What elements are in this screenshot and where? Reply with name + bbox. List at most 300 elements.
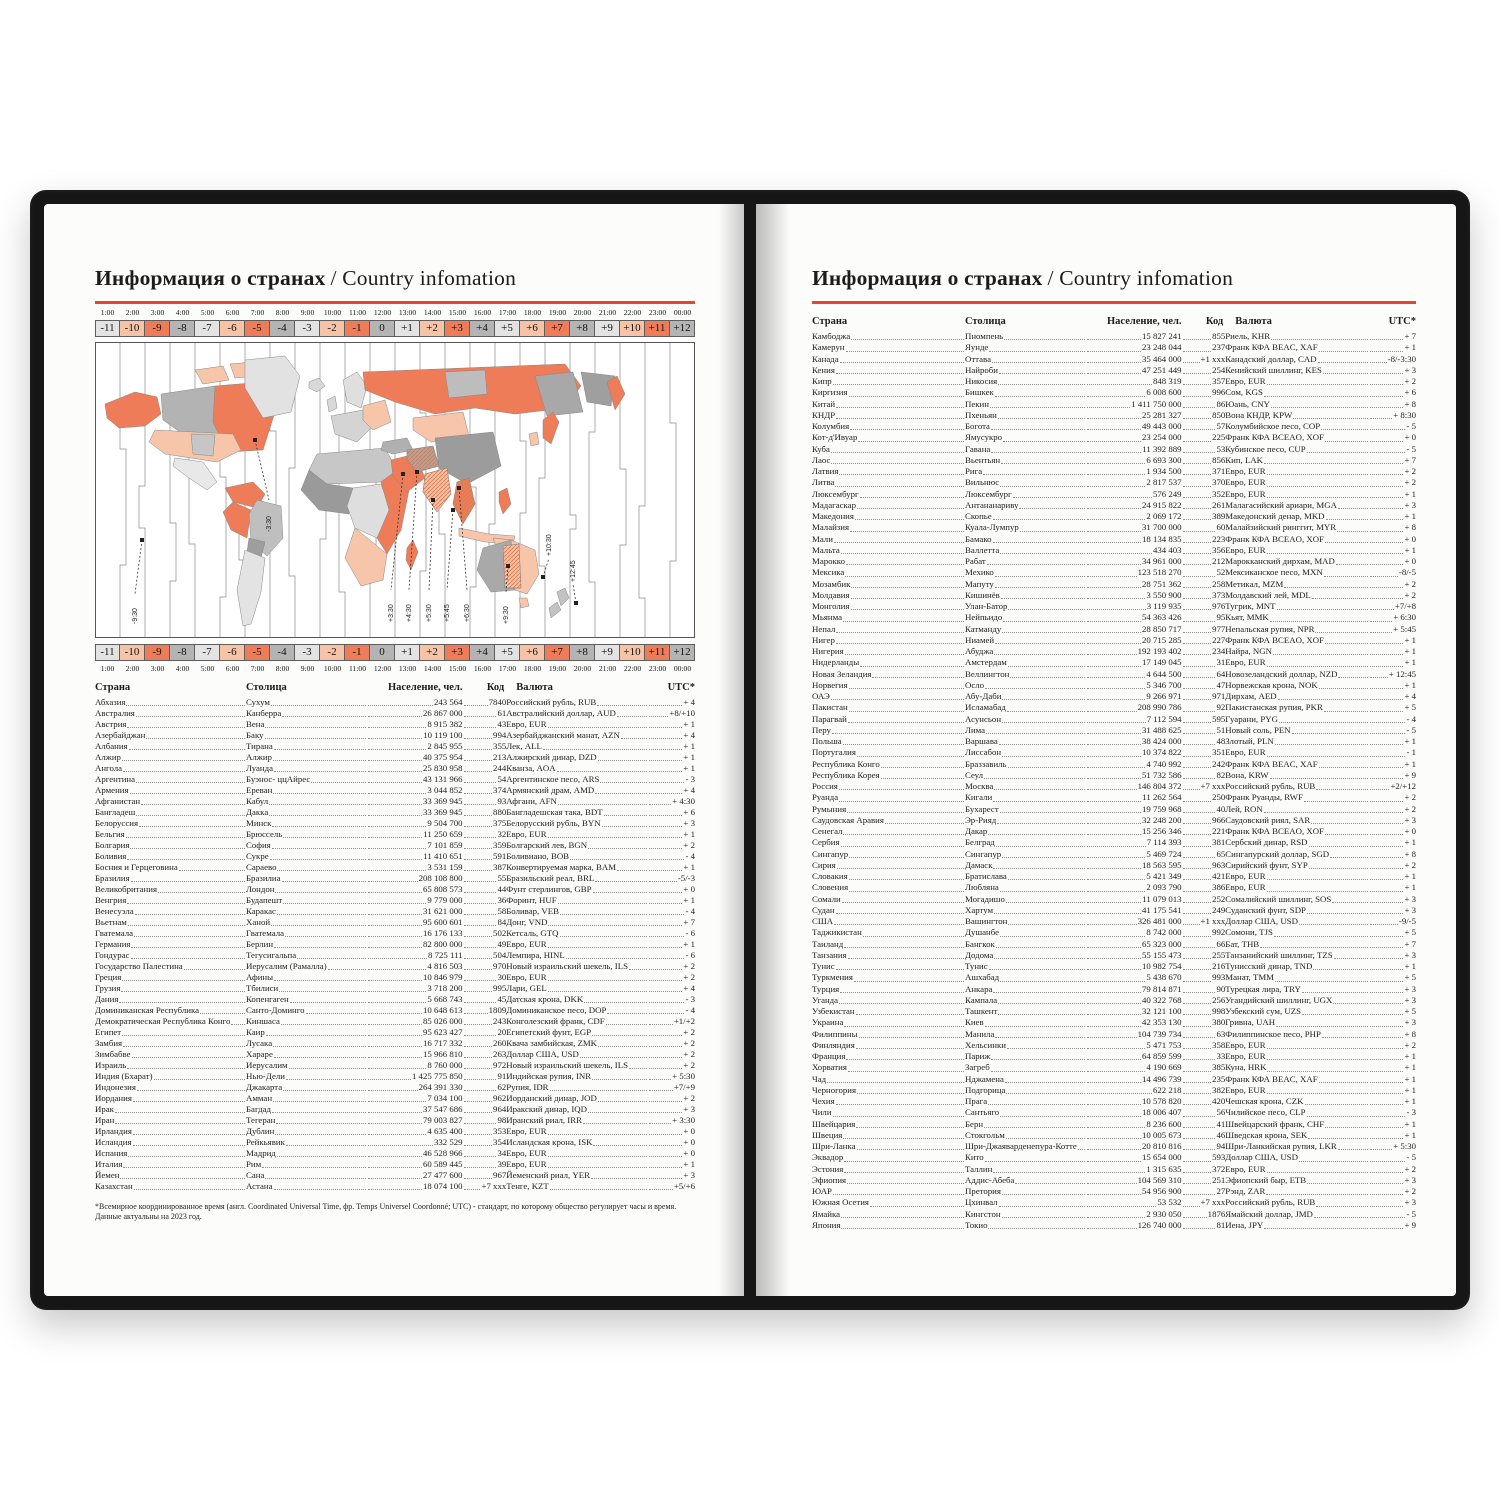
currency-value: Российский рубль, RUB [506, 697, 648, 708]
dot-leader [1087, 702, 1136, 711]
population-value: 1 411 750 000 [1086, 399, 1181, 410]
population-value: 18 006 407 [1086, 1107, 1181, 1118]
population-value: 49 443 000 [1086, 421, 1181, 432]
dot-leader [649, 807, 682, 816]
dot-leader [1183, 1220, 1216, 1229]
utc-offset-cell: +4 [470, 320, 495, 337]
dot-leader [1370, 590, 1403, 599]
dot-leader [368, 1071, 411, 1080]
dot-leader [1007, 702, 1085, 711]
dot-leader [272, 1104, 366, 1113]
dot-leader [1299, 1152, 1368, 1161]
utc-offset-value: + 2 [1369, 466, 1416, 477]
dot-leader [836, 1096, 964, 1105]
dot-leader [1087, 882, 1145, 891]
dot-leader [266, 1027, 366, 1036]
dot-leader [1267, 545, 1369, 554]
population-value: 47 251 449 [1086, 365, 1181, 376]
dot-leader [464, 730, 493, 739]
dot-leader [123, 1159, 245, 1168]
dot-leader [649, 719, 682, 728]
dot-leader [274, 939, 366, 948]
dot-leader [548, 719, 648, 728]
dot-leader [850, 522, 964, 531]
utc-offset-cell: -11 [95, 320, 120, 337]
phone-code-value: 964 [463, 1104, 507, 1115]
currency-value: Евро, EUR [1225, 489, 1369, 500]
population-value: 4 816 503 [367, 961, 462, 972]
utc-offset-value: + 7 [648, 917, 695, 928]
table-row [95, 1126, 695, 1137]
dot-leader [566, 950, 648, 959]
phone-code-value: 20 [463, 1027, 507, 1038]
table-row [812, 725, 1416, 736]
time-label: 10:00 [323, 664, 342, 673]
utc-offset-value: + 5 [1369, 1006, 1416, 1017]
dot-leader [827, 1074, 964, 1083]
country-name: Словения [812, 882, 965, 893]
utc-offset-cell: +12 [670, 644, 695, 661]
dot-leader [1370, 601, 1394, 610]
dot-leader [592, 1071, 647, 1080]
currency-value: Доллар США, USD [506, 1049, 648, 1060]
dot-leader [989, 961, 1086, 970]
population-value: 25 281 327 [1086, 410, 1181, 421]
dot-leader [849, 871, 964, 880]
currency-value: Донг, VND [506, 917, 648, 928]
dot-leader [126, 697, 245, 706]
dot-leader [131, 939, 245, 948]
col-utc: UTC* [667, 682, 695, 693]
dot-leader [464, 1060, 493, 1069]
currency-value: Чешская крона, CZK [1225, 1096, 1369, 1107]
currency-value: Азербайджанский манат, AZN [506, 730, 648, 741]
dot-leader [136, 708, 245, 717]
dot-leader [649, 1093, 682, 1102]
dot-leader [121, 983, 245, 992]
capital-name: Брюссель [246, 829, 367, 840]
dot-leader [154, 1071, 245, 1080]
phone-code-value: 61 [463, 708, 507, 719]
country-name: Япония [812, 1220, 965, 1231]
map-callout-dot [574, 601, 578, 605]
country-name: Македония [812, 511, 965, 522]
dot-leader [1183, 1197, 1200, 1206]
dot-leader [1183, 612, 1216, 621]
phone-code-value: 58 [463, 906, 507, 917]
time-label: 15:00 [448, 308, 467, 317]
dot-leader [1183, 522, 1216, 531]
dot-leader [1006, 894, 1085, 903]
capital-name: Варшава [965, 736, 1086, 747]
table-row [95, 697, 695, 708]
dot-leader [849, 882, 964, 891]
country-name: Австрия [95, 719, 246, 730]
dot-leader [464, 862, 493, 871]
dot-leader [1264, 1220, 1368, 1229]
dot-leader [1370, 1209, 1405, 1218]
dot-leader [1087, 1006, 1141, 1015]
country-name: Колумбия [812, 421, 965, 432]
utc-offset-value: + 3 [1369, 984, 1416, 995]
utc-offset-cell: -1 [345, 320, 370, 337]
dot-leader [130, 840, 245, 849]
phone-code-value: 249 [1182, 905, 1226, 916]
country-name: Бразилия [95, 873, 246, 884]
time-label: 4:00 [175, 664, 190, 673]
currency-value: Македонский денар, MKD [1225, 511, 1369, 522]
dot-leader [1183, 882, 1212, 891]
dot-leader [1008, 759, 1086, 768]
country-name: Босния и Герцеговина [95, 862, 246, 873]
col-code: Код [486, 682, 505, 693]
utc-offset-cell: +7 [545, 320, 570, 337]
dot-leader [843, 612, 964, 621]
currency-value: Франк КФА BCEAO, XOF [1225, 826, 1369, 837]
phone-code-value: +7 xxx [1182, 781, 1226, 792]
dot-leader [849, 387, 964, 396]
dot-leader [464, 1148, 497, 1157]
currency-value: Конголезский франк, CDF [506, 1016, 648, 1027]
dot-leader [649, 1159, 682, 1168]
dot-leader [464, 719, 497, 728]
phone-code-value: 82 [1182, 770, 1226, 781]
population-value: 27 477 600 [367, 1170, 462, 1181]
dot-leader [1302, 1006, 1368, 1015]
dot-leader [1309, 860, 1369, 869]
dot-leader [1087, 387, 1145, 396]
capital-name: Минск [246, 818, 367, 829]
dot-leader [1183, 927, 1212, 936]
currency-value: Евро, EUR [1225, 871, 1369, 882]
population-value: 31 488 625 [1086, 725, 1181, 736]
dot-leader [831, 444, 964, 453]
dot-leader [1008, 601, 1085, 610]
dot-leader [855, 511, 964, 520]
dot-leader [1370, 871, 1403, 880]
country-name: Кипр [812, 376, 965, 387]
time-label: 11:00 [348, 308, 366, 317]
dot-leader [860, 657, 964, 666]
population-value: 34 961 000 [1086, 556, 1181, 567]
dot-leader [588, 840, 647, 849]
capital-name: Любляна [965, 882, 1086, 893]
time-label: 21:00 [598, 664, 617, 673]
dot-leader [999, 736, 1085, 745]
country-name: Латвия [812, 466, 965, 477]
dot-leader [1013, 489, 1086, 498]
footnote: *Всемирное координированное время (англ. Coordinated Universal Time, фр. Temps Universel Coordonné; UTC) - стандарт, по которому общество регулирует часы и время. Данные актуальны на 2023 год. [95, 1202, 677, 1221]
phone-code-value: 372 [1182, 1164, 1226, 1175]
population-value: 192 193 402 [1086, 646, 1181, 657]
dot-leader [836, 365, 964, 374]
dot-leader [595, 785, 647, 794]
dot-leader [1087, 815, 1141, 824]
dot-leader [368, 961, 426, 970]
utc-offset-value: + 8:30 [1369, 410, 1416, 421]
dot-leader [649, 1038, 682, 1047]
table-row [812, 950, 1416, 961]
population-value: 5 668 743 [367, 994, 462, 1005]
population-value: 42 353 130 [1086, 1017, 1181, 1028]
dot-leader [1087, 579, 1141, 588]
dot-leader [1183, 624, 1212, 633]
dot-leader [1183, 489, 1212, 498]
dot-leader [1006, 1130, 1085, 1139]
table-row [95, 807, 695, 818]
dot-leader [1315, 624, 1368, 633]
utc-offset-value: + 1 [648, 939, 695, 950]
dot-leader [991, 421, 1085, 430]
population-value: 33 369 945 [367, 807, 462, 818]
country-name: Алжир [95, 752, 246, 763]
dot-leader [368, 763, 422, 772]
country-name: Азербайджан [95, 730, 246, 741]
currency-value: Иранский риал, IRR [506, 1115, 648, 1126]
dot-leader [1183, 691, 1212, 700]
dot-leader [368, 1115, 422, 1124]
population-value: 25 830 958 [367, 763, 462, 774]
dot-leader [606, 1016, 648, 1025]
dot-leader [833, 1107, 964, 1116]
utc-offset-cell: -2 [320, 644, 345, 661]
capital-name: Шри-Джаяварденепура-Котте [965, 1141, 1086, 1152]
currency-value: Угандийский шиллинг, UGX [1225, 995, 1369, 1006]
dot-leader [1183, 759, 1212, 768]
dot-leader [1087, 567, 1136, 576]
utc-offset-cell: +8 [570, 644, 595, 661]
dot-leader [1087, 680, 1145, 689]
dot-leader [464, 1181, 481, 1190]
phone-code-value: 421 [1182, 871, 1226, 882]
currency-value: Бангладешская така, BDT [506, 807, 648, 818]
table-row [812, 792, 1416, 803]
country-name: Норвегия [812, 680, 965, 691]
population-value: 332 529 [367, 1137, 462, 1148]
dot-leader [1183, 669, 1216, 678]
dot-leader [836, 635, 964, 644]
dot-leader [550, 1082, 648, 1091]
table-row [812, 961, 1416, 972]
utc-offset-value: + 1 [648, 719, 695, 730]
utc-offset-value: +8/+10 [648, 708, 695, 719]
utc-offset-value: + 4 [1369, 691, 1416, 702]
country-name: Лаос [812, 455, 965, 466]
time-label: 13:00 [398, 308, 417, 317]
map-africa [309, 448, 397, 484]
utc-offset-value: + 2 [648, 1038, 695, 1049]
capital-name: Кампала [965, 995, 1086, 1006]
dot-leader [988, 826, 1085, 835]
dot-leader [368, 1148, 422, 1157]
dot-leader [994, 950, 1085, 959]
dot-leader [570, 851, 647, 860]
phone-code-value: 256 [1182, 995, 1226, 1006]
capital-name: Кингстон [965, 1209, 1086, 1220]
table-row [812, 556, 1416, 567]
table-row [812, 545, 1416, 556]
dot-leader [1183, 500, 1212, 509]
time-label: 9:00 [300, 664, 315, 673]
currency-value: Сербский динар, RSD [1225, 837, 1369, 848]
country-name: Китай [812, 399, 965, 410]
currency-value: Йеменский риал, YER [506, 1170, 648, 1181]
table-row [812, 1220, 1416, 1231]
capital-name: Хартум [965, 905, 1086, 916]
phone-code-value: 57 [1182, 421, 1226, 432]
dot-leader [1183, 939, 1216, 948]
currency-value: Новый израильский шекель, ILS [506, 961, 648, 972]
dot-leader [846, 342, 964, 351]
utc-offset-value: - 3 [648, 994, 695, 1005]
dot-leader [464, 851, 493, 860]
dot-leader [1002, 624, 1085, 633]
time-label: 17:00 [498, 308, 517, 317]
dot-leader [464, 708, 497, 717]
dot-leader [123, 1038, 245, 1047]
dot-leader [1183, 702, 1216, 711]
country-name: Доминиканская Республика [95, 1005, 246, 1016]
phone-code-value: 963 [1182, 860, 1226, 871]
table-row [812, 871, 1416, 882]
dot-leader [368, 730, 422, 739]
dot-leader [1322, 1029, 1368, 1038]
currency-value: Франк КФА BCEAO, XOF [1225, 635, 1369, 646]
population-value: 8 236 600 [1086, 1119, 1181, 1130]
dot-leader [602, 818, 648, 827]
dot-leader [983, 466, 1085, 475]
dot-leader [1087, 365, 1141, 374]
utc-offset-cell: -3 [295, 320, 320, 337]
currency-value: Тугрик, MNT [1225, 601, 1369, 612]
capital-name: Ташкент [965, 1006, 1086, 1017]
population-value: 6 693 300 [1086, 455, 1181, 466]
dot-leader [841, 545, 964, 554]
capital-name: Берлин [246, 939, 367, 950]
currency-value: Евро, EUR [1225, 1051, 1369, 1062]
phone-code-value: 998 [1182, 1006, 1226, 1017]
dot-leader [1087, 939, 1141, 948]
phone-code-value: 49 [463, 939, 507, 950]
timezone-offsets-bottom [95, 644, 695, 661]
dot-leader [1000, 927, 1085, 936]
dot-leader [122, 972, 245, 981]
currency-value: Кьят, MMK [1225, 612, 1369, 623]
dot-leader [845, 567, 964, 576]
dot-leader [273, 785, 366, 794]
utc-offset-cell: -10 [120, 644, 145, 661]
dot-leader [1370, 1085, 1403, 1094]
dot-leader [1370, 927, 1403, 936]
dot-leader [833, 376, 964, 385]
capital-name: Бухарест [965, 804, 1086, 815]
capital-name: Лима [965, 725, 1086, 736]
dot-leader [649, 1016, 673, 1025]
dot-leader [368, 1016, 422, 1025]
dot-leader [277, 862, 366, 871]
currency-value: Австралийский доллар, AUD [506, 708, 648, 719]
currency-value: Риель, KHR [1225, 331, 1369, 342]
capital-name: Астана [246, 1181, 367, 1192]
dot-leader [368, 829, 422, 838]
dot-leader [122, 752, 245, 761]
country-name: Куба [812, 444, 965, 455]
dot-leader [557, 763, 648, 772]
utc-offset-value: + 2 [1369, 804, 1416, 815]
table-row [95, 763, 695, 774]
time-label: 15:00 [448, 664, 467, 673]
capital-name: Копенгаген [246, 994, 367, 1005]
dot-leader [464, 1126, 493, 1135]
map-callout-label: -3:30 [266, 516, 273, 532]
country-name: Танзания [812, 950, 965, 961]
country-table-left [95, 680, 695, 1192]
table-row [812, 714, 1416, 725]
phone-code-value: 223 [1182, 534, 1226, 545]
dot-leader [1183, 1096, 1212, 1105]
table-row [812, 432, 1416, 443]
country-name: Казахстан [95, 1181, 246, 1192]
dot-leader [368, 917, 422, 926]
time-label: 6:00 [225, 664, 240, 673]
capital-name: Никосия [965, 376, 1086, 387]
utc-offset-value: + 1 [1369, 837, 1416, 848]
dot-leader [1004, 331, 1085, 340]
time-label: 1:00 [100, 664, 115, 673]
phone-code-value: 385 [1182, 1062, 1226, 1073]
currency-value: Юань, CNY [1225, 399, 1369, 410]
utc-offset-value: + 3 [1369, 365, 1416, 376]
capital-name: Луанда [246, 763, 367, 774]
dot-leader [836, 961, 964, 970]
table-row [812, 894, 1416, 905]
capital-name: Вильнюс [965, 477, 1086, 488]
utc-offset-value: + 9 [1369, 1220, 1416, 1231]
table-row [812, 1085, 1416, 1096]
dot-leader [548, 1148, 648, 1157]
utc-offset-value: - 5 [1369, 1209, 1416, 1220]
country-name: Албания [95, 741, 246, 752]
utc-offset-value: + 0 [1369, 534, 1416, 545]
dot-leader [1264, 455, 1368, 464]
utc-offset-cell: -9 [145, 320, 170, 337]
dot-leader [1318, 354, 1369, 363]
table-row [812, 635, 1416, 646]
dot-leader [368, 884, 422, 893]
dot-leader [1183, 905, 1212, 914]
capital-name: Скопье [965, 511, 1086, 522]
phone-code-value: 357 [1182, 376, 1226, 387]
utc-offset-value: + 5:30 [1369, 1141, 1416, 1152]
dot-leader [368, 950, 427, 959]
capital-name: Загреб [965, 1062, 1086, 1073]
dot-leader [856, 1040, 964, 1049]
phone-code-value: 53 [1182, 444, 1226, 455]
utc-offset-value: + 3 [1369, 1197, 1416, 1208]
dot-leader [837, 860, 964, 869]
country-name: Бангладеш [95, 807, 246, 818]
dot-leader [1370, 1017, 1403, 1026]
dot-leader [600, 774, 647, 783]
dot-leader [133, 1093, 245, 1102]
dot-leader [1271, 331, 1368, 340]
dot-leader [1087, 646, 1136, 655]
country-name: Молдавия [812, 590, 965, 601]
time-label: 7:00 [250, 308, 265, 317]
time-label: 3:00 [150, 664, 165, 673]
table-row [812, 444, 1416, 455]
country-name: Нигерия [812, 646, 965, 657]
